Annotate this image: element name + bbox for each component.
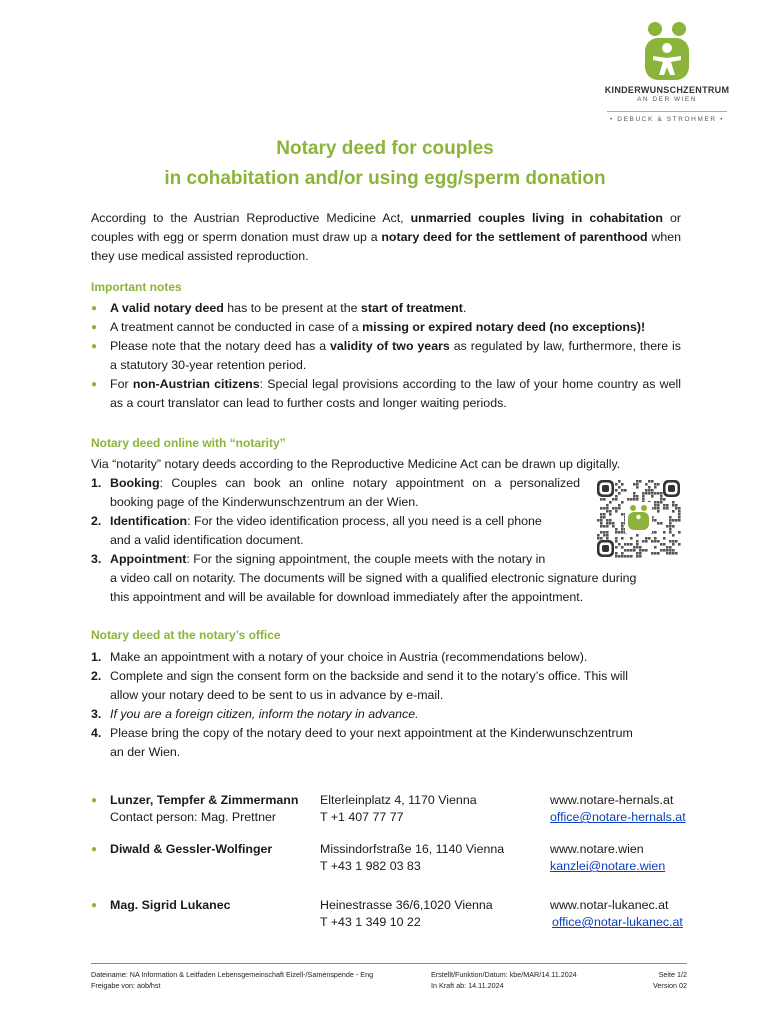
notary-name: Diwald & Gessler-Wolfinger bbox=[110, 842, 273, 856]
note-text: . bbox=[462, 301, 467, 315]
notary-address-block bbox=[320, 841, 540, 875]
office-heading: Notary deed at the notary’s office bbox=[91, 628, 281, 642]
list-item bbox=[91, 337, 681, 375]
step-text: : Couples can book an online notary appointment on a personalized bbox=[159, 476, 580, 490]
list-item bbox=[91, 667, 687, 705]
step-title: Identification bbox=[110, 514, 188, 528]
list-item bbox=[91, 299, 681, 318]
step-number: 2. bbox=[91, 514, 102, 528]
step-text: Complete and sign the consent form on the backside and send it to the notary’s office. This will bbox=[110, 669, 628, 683]
notary-address: Elterleinplatz 4, 1170 Vienna bbox=[320, 793, 477, 807]
step-text: Please bring the copy of the notary deed to your next appointment at the Kinderwunschzentrum bbox=[110, 726, 633, 740]
footer-page-info bbox=[627, 969, 687, 991]
note-bold: start of treatment bbox=[360, 301, 463, 315]
clinic-logo bbox=[602, 20, 732, 123]
footer-dates bbox=[431, 969, 631, 991]
document-title bbox=[0, 134, 770, 194]
notary-web-block bbox=[550, 841, 730, 875]
notary-web-block bbox=[550, 897, 730, 931]
list-item bbox=[91, 648, 687, 667]
important-notes-list bbox=[91, 299, 681, 413]
notary-address: Missindorfstraße 16, 1140 Vienna bbox=[320, 842, 505, 856]
note-text: Please note that the notary deed has a bbox=[110, 339, 330, 353]
note-bold: missing or expired notary deed (no exceptions)! bbox=[362, 320, 646, 334]
notary-phone: T +43 1 982 03 83 bbox=[320, 859, 421, 873]
notary-name: Mag. Sigrid Lukanec bbox=[110, 898, 231, 912]
note-text: as regulated by law, furthermore, there is a statutory 30-year retention period. bbox=[110, 339, 681, 372]
note-text: A treatment cannot be conducted in case of a bbox=[110, 320, 363, 334]
notary-website[interactable]: www.notare-hernals.at bbox=[550, 793, 674, 807]
footer-version: Version 02 bbox=[653, 981, 687, 990]
step-number: 1. bbox=[91, 476, 102, 490]
booking-qr-code[interactable] bbox=[596, 479, 681, 558]
footer-filename: Dateiname: NA Information & Leitfaden Lebensgemeinschaft Eizell-/Samenspende - Eng bbox=[91, 970, 374, 979]
step-text: an der Wien. bbox=[110, 745, 181, 759]
important-notes-heading: Important notes bbox=[91, 280, 182, 294]
title-line-1: Notary deed for couples bbox=[276, 138, 494, 159]
logo-subtitle: AN DER WIEN bbox=[637, 96, 697, 103]
step-text: allow your notary deed to be sent to us in advance by e-mail. bbox=[110, 688, 444, 702]
step-text: this appointment and will be available for download immediately after the appointment. bbox=[110, 590, 584, 604]
list-item bbox=[91, 550, 691, 607]
note-text: : Special legal provisions according to the law of your home country as well as a court translator can lead to further costs and longer waiting periods. bbox=[110, 377, 682, 410]
intro-bold: unmarried couples living in cohabitation bbox=[410, 211, 663, 225]
step-number: 3. bbox=[91, 707, 102, 721]
footer-approved: Freigabe von: aob/hst bbox=[91, 981, 161, 990]
notary-contact: Contact person: Mag. Prettner bbox=[110, 810, 276, 824]
bullet-icon: ● bbox=[91, 900, 98, 911]
step-number: 1. bbox=[91, 650, 102, 664]
note-bold: non-Austrian citizens bbox=[132, 377, 260, 391]
footer-created: Erstellt/Funktion/Datum: kbe/MAR/14.11.2024 bbox=[431, 970, 577, 979]
note-text: has to be present at the bbox=[223, 301, 361, 315]
notary-email-link[interactable]: office@notar-lukanec.at bbox=[552, 915, 683, 929]
footer-page-number: Seite 1/2 bbox=[658, 970, 687, 979]
step-text: booking page of the Kinderwunschzentrum an der Wien. bbox=[110, 495, 419, 509]
notary-address-block bbox=[320, 897, 540, 931]
notary-name-block bbox=[110, 792, 310, 826]
family-logo-icon bbox=[641, 20, 693, 82]
step-title: Booking bbox=[110, 476, 160, 490]
notary-website[interactable]: www.notar-lukanec.at bbox=[550, 898, 669, 912]
title-line-2: in cohabitation and/or using egg/sperm donation bbox=[164, 168, 606, 189]
step-text: : For the video identification process, all you need is a cell phone bbox=[187, 514, 542, 528]
list-item bbox=[91, 318, 681, 337]
step-number: 2. bbox=[91, 669, 102, 683]
logo-divider bbox=[607, 111, 727, 112]
note-bold: validity of two years bbox=[329, 339, 450, 353]
page-footer bbox=[91, 963, 687, 990]
intro-text: According to the Austrian Reproductive Medicine Act, bbox=[91, 211, 411, 225]
notary-phone: T +1 407 77 77 bbox=[320, 810, 404, 824]
notary-email-link[interactable]: office@notare-hernals.at bbox=[550, 810, 686, 824]
step-number: 4. bbox=[91, 726, 102, 740]
notary-website[interactable]: www.notare.wien bbox=[550, 842, 644, 856]
note-bold: A valid notary deed bbox=[110, 301, 224, 315]
notary-address-block bbox=[320, 792, 540, 826]
notary-name-block bbox=[110, 841, 310, 858]
step-text: Make an appointment with a notary of your choice in Austria (recommendations below). bbox=[110, 650, 588, 664]
notary-name: Lunzer, Tempfer & Zimmermann bbox=[110, 793, 299, 807]
notary-address: Heinestrasse 36/6,1020 Vienna bbox=[320, 898, 493, 912]
office-steps bbox=[91, 648, 687, 762]
step-text: If you are a foreign citizen, inform the notary in advance. bbox=[110, 707, 419, 721]
step-text: a video call on notarity. The documents will be signed with a qualified electronic signature during bbox=[110, 571, 637, 585]
online-intro: Via “notarity” notary deeds according to the Reproductive Medicine Act can be drawn up digitally. bbox=[91, 457, 621, 471]
step-title: Appointment bbox=[110, 552, 187, 566]
bullet-icon: ● bbox=[91, 844, 98, 855]
step-text: : For the signing appointment, the couple meets with the notary in bbox=[186, 552, 546, 566]
footer-file-info bbox=[91, 969, 431, 991]
list-item bbox=[91, 705, 687, 724]
intro-text: or couples with egg or sperm donation must draw up a bbox=[91, 211, 681, 244]
bullet-icon: ● bbox=[91, 795, 98, 806]
list-item bbox=[91, 724, 687, 762]
note-text: For bbox=[110, 377, 133, 391]
footer-effective: In Kraft ab: 14.11.2024 bbox=[431, 981, 504, 990]
list-item bbox=[91, 375, 681, 413]
step-text: and a valid identification document. bbox=[110, 533, 304, 547]
logo-brand-text: KINDERWUNSCHZENTRUM bbox=[604, 85, 730, 95]
step-number: 3. bbox=[91, 552, 102, 566]
notary-web-block bbox=[550, 792, 730, 826]
notary-name-block bbox=[110, 897, 310, 914]
intro-paragraph bbox=[91, 209, 681, 266]
online-heading: Notary deed online with “notarity” bbox=[91, 436, 286, 450]
notary-phone: T +43 1 349 10 22 bbox=[320, 915, 421, 929]
intro-text: when they use medical assisted reproduction. bbox=[91, 230, 681, 263]
logo-tagline: • DEBUCK & STROHMER • bbox=[610, 116, 724, 123]
notary-email-link[interactable]: kanzlei@notare.wien bbox=[550, 859, 666, 873]
intro-bold: notary deed for the settlement of parenthood bbox=[381, 230, 648, 244]
